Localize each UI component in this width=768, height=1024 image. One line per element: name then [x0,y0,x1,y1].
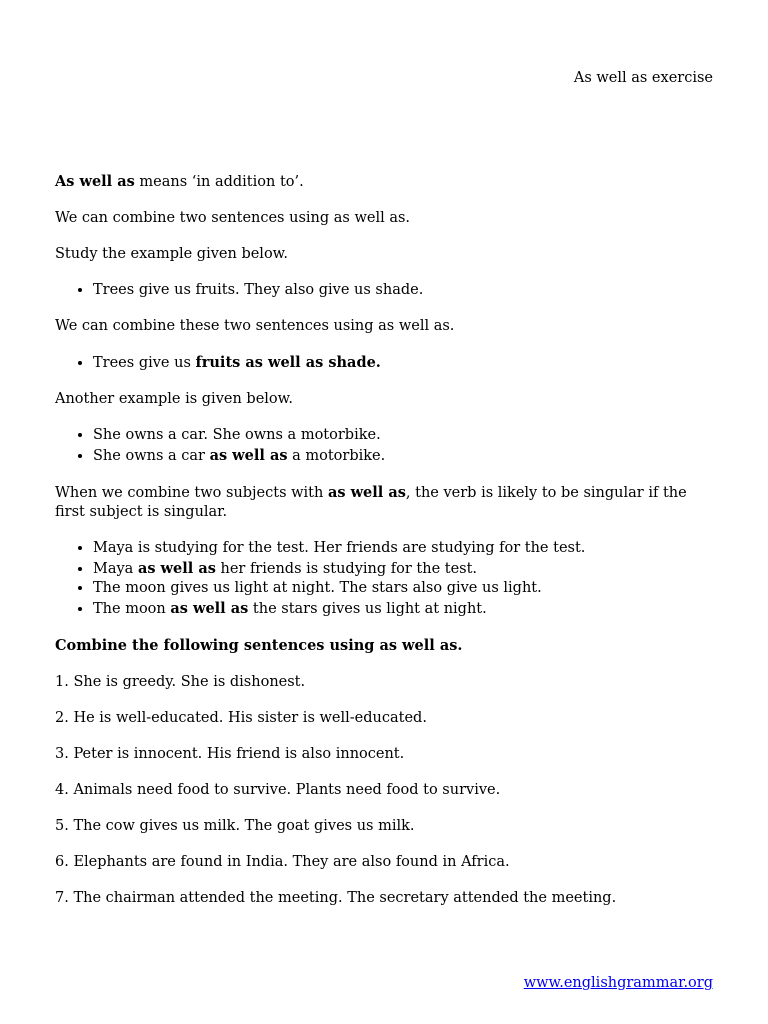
intro-line-3: Study the example given below. [55,246,288,262]
list-item [93,353,713,374]
main-content [55,172,713,925]
examples3-list [55,539,713,619]
example1-list-a [55,281,713,301]
definition-text: means ‘in addition to’. [134,174,304,190]
list-item [93,599,713,620]
list-item-text: The moon [93,600,171,617]
definition-paragraph [55,172,713,193]
combine-paragraph: We can combine these two sentences using as well as. [55,318,455,334]
example1-list-b [55,353,713,374]
list-item-text: She owns a car [93,447,210,464]
exercise-item-5: 5. The cow gives us milk. The goat gives us milk. [55,817,415,834]
list-item-text: Maya [93,560,138,577]
rule-text: , the verb is likely to be singular if the first subject is singular. [55,484,687,520]
list-item [93,559,713,580]
list-item-text: her friends is studying for the test. [215,560,478,577]
exercise-item-4: 4. Animals need food to survive. Plants need food to survive. [55,781,501,798]
exercise-heading-text: Combine the following sentences using as well as. [55,636,463,654]
list-item-bold: fruits as well as shade. [195,354,381,371]
footer-website-link[interactable]: www.englishgrammar.org [523,975,713,991]
rule-bold: as well as [327,483,406,501]
page-header-title: As well as exercise [573,70,713,86]
definition-term: As well as [55,173,135,190]
list-item-bold: as well as [170,599,249,617]
list-item-text: the stars gives us light at night. [248,600,487,617]
another-example-paragraph: Another example is given below. [55,391,293,407]
exercise-item-1: 1. She is greedy. She is dishonest. [55,673,306,690]
list-item: • Maya is studying for the test. Her friends are studying for the test. [93,539,713,559]
list-item-bold: as well as [137,559,216,577]
intro-line-2: We can combine two sentences using as well as. [55,210,411,226]
rule-paragraph [55,483,713,523]
list-item [93,446,713,467]
exercise-heading [55,636,713,657]
example2-list [55,426,713,466]
exercise-item-7: 7. The chairman attended the meeting. The secretary attended the meeting. [55,889,617,906]
list-item: • She owns a car. She owns a motorbike. [93,426,713,446]
exercise-item-2: 2. He is well-educated. His sister is well-educated. [55,709,427,726]
list-item-text: Trees give us [93,355,196,371]
list-item-text: a motorbike. [287,447,386,464]
list-item-bold: as well as [209,446,288,464]
rule-text: When we combine two subjects with [55,484,328,501]
exercise-item-3: 3. Peter is innocent. His friend is also innocent. [55,745,405,762]
list-item: • Trees give us fruits. They also give us shade. [93,281,713,301]
exercise-item-6: 6. Elephants are found in India. They are also found in Africa. [55,853,510,870]
list-item: • The moon gives us light at night. The stars also give us light. [93,579,713,599]
